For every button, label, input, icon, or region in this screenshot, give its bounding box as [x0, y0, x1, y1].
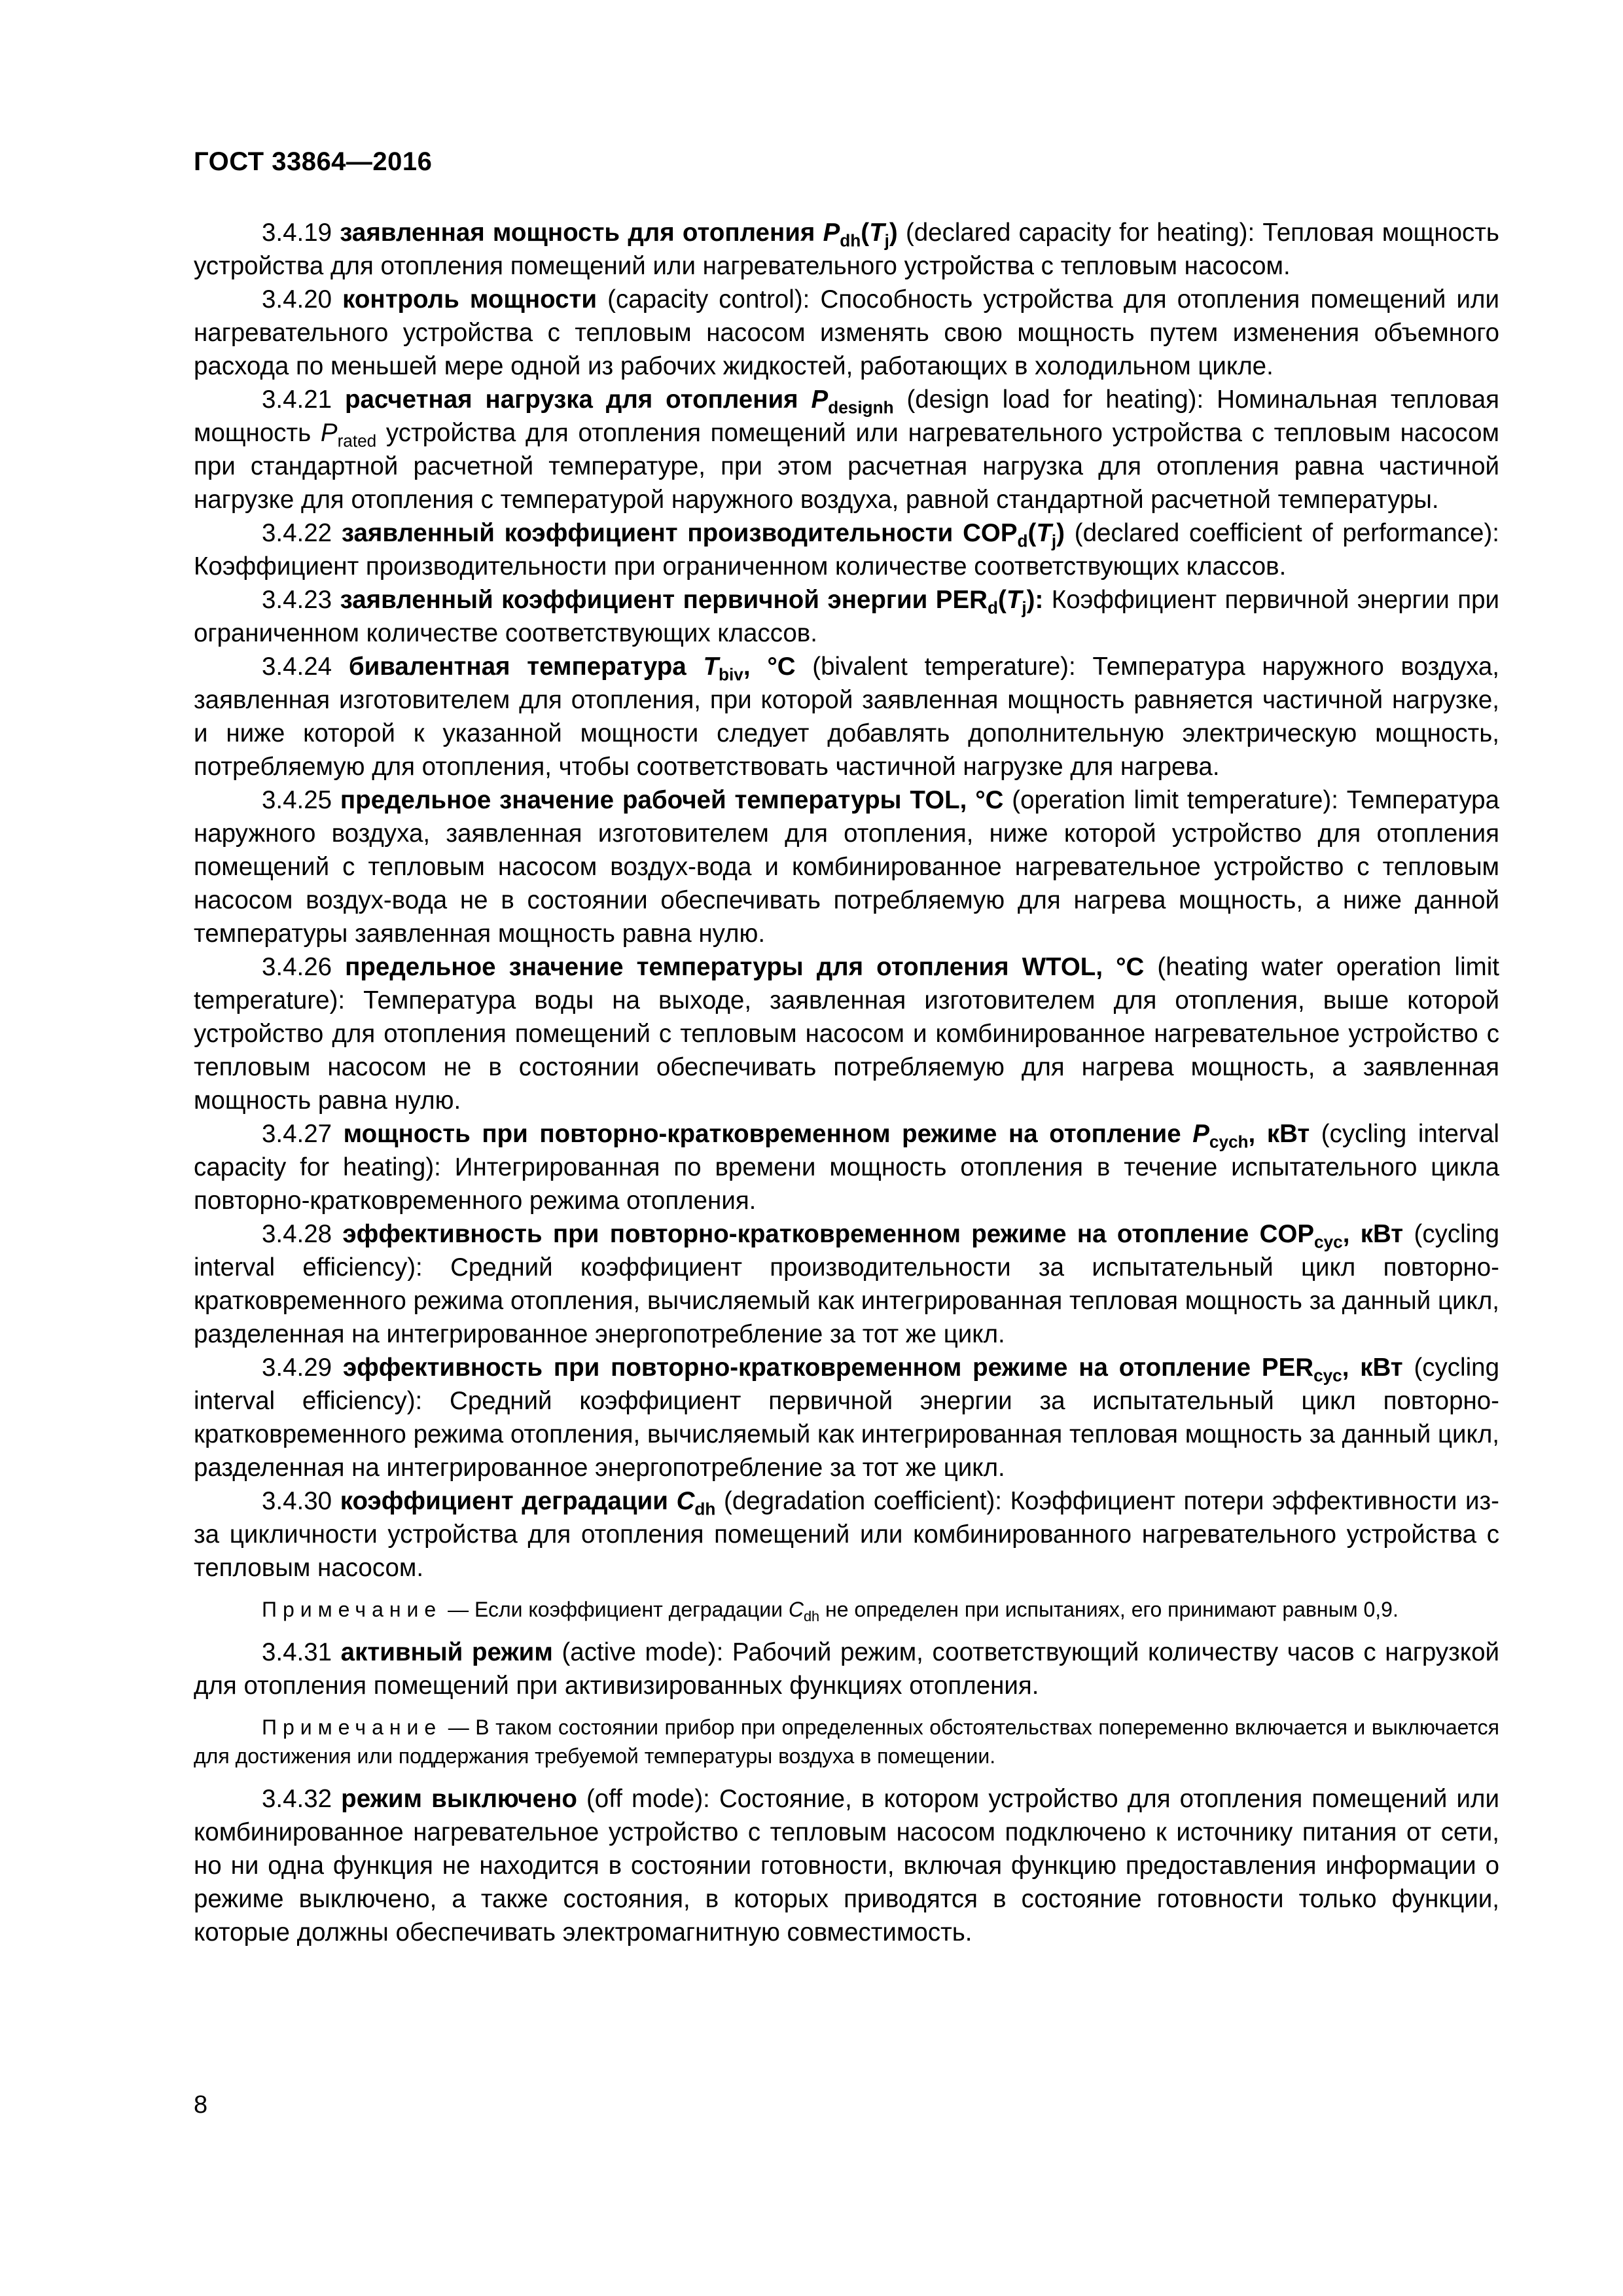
term-unit: , кВт	[1248, 1120, 1310, 1148]
clause-definition: (heating water operation limit temperature): Температура воды на выходе, заявленная изготовителем для отопления, выше которой устройство для отопления помещений с тепловым насосом и комбинированное нагревательное устройство с тепловым насосом не в состоянии обеспечивать потребляемую для нагрева мощность, а заявленная мощность равна нулю.	[194, 953, 1499, 1115]
clause-number: 3.4.23	[262, 586, 340, 614]
term-symbol: T	[703, 653, 719, 681]
clause-definition: (cycling interval capacity for heating): Интегрированная по времени мощность отопления в течение испытательного цикла повторно-кратковременного режима отопления.	[194, 1120, 1499, 1215]
clause-3-4-20	[194, 283, 1499, 383]
term-symbol: C	[676, 1487, 695, 1515]
clause-3-4-21	[194, 383, 1499, 516]
clause-3-4-31	[194, 1636, 1499, 1702]
clause-3-4-24	[194, 650, 1499, 783]
term-text: бивалентная температура	[348, 653, 704, 681]
note-label: Примечание	[262, 1715, 442, 1739]
term-arg-symbol: T	[869, 219, 885, 247]
clause-number: 3.4.24	[262, 653, 349, 681]
term-text: заявленная мощность для отопления	[340, 219, 823, 247]
document-body	[194, 216, 1499, 1949]
term-arg-subscript: j	[884, 230, 889, 251]
document-header: ГОСТ 33864—2016	[194, 147, 433, 176]
clause-definition-cont: устройства для отопления помещений или нагревательного устройства с тепловым насосом при стандартной расчетной температуре, при этом расчетная нагрузка для отопления равна частичной нагрузке для отопления с температурой наружного воздуха, равной стандартной расчетной температуры.	[194, 419, 1499, 514]
term-paren: )	[1056, 519, 1065, 547]
clause-3-4-25	[194, 783, 1499, 950]
term-paren: ):	[1026, 586, 1044, 614]
term-text: заявленный коэффициент первичной энергии PER	[340, 586, 988, 614]
inline-symbol: P	[320, 419, 338, 447]
term-text: расчетная нагрузка для отопления	[344, 386, 812, 414]
term-unit: , кВт	[1342, 1220, 1404, 1248]
term-arg-subscript: j	[1022, 598, 1027, 618]
note-subscript: dh	[803, 1607, 820, 1624]
clause-number: 3.4.29	[262, 1354, 343, 1382]
term-subscript: d	[1017, 531, 1028, 551]
term-unit: , кВт	[1342, 1354, 1403, 1382]
clause-3-4-19	[194, 216, 1499, 283]
note-symbol: C	[788, 1598, 804, 1621]
clause-term	[340, 586, 1044, 618]
term-subscript: cyc	[1313, 1365, 1342, 1386]
term-symbol: P	[811, 386, 829, 414]
term-paren: )	[889, 219, 898, 247]
note-text: — Если коэффициент деградации	[442, 1598, 789, 1621]
term-symbol: P	[823, 219, 840, 247]
clause-number: 3.4.20	[262, 285, 343, 314]
clause-3-4-22	[194, 516, 1499, 583]
term-unit: , °С	[743, 653, 796, 681]
term-arg-subscript: j	[1051, 531, 1057, 551]
term-subscript: dh	[694, 1499, 716, 1519]
clause-number: 3.4.31	[262, 1638, 341, 1666]
clause-3-4-30	[194, 1484, 1499, 1585]
term-arg-symbol: T	[1006, 586, 1022, 614]
term-symbol: P	[1192, 1120, 1209, 1148]
term-paren: (	[997, 586, 1007, 614]
clause-number: 3.4.22	[262, 519, 342, 547]
clause-term	[344, 386, 894, 418]
clause-definition: Коэффициент первичной энергии при ограниченном количестве соответствующих классов.	[194, 586, 1499, 647]
page-number: 8	[194, 2091, 208, 2119]
term-paren: (	[861, 219, 870, 247]
term-subscript: dh	[840, 230, 861, 251]
clause-3-4-26	[194, 950, 1499, 1117]
term-subscript: d	[987, 598, 998, 618]
clause-term: активный режим	[340, 1638, 553, 1666]
clause-definition: (off mode): Состояние, в котором устройство для отопления помещений или комбинированное нагревательное устройство с тепловым насосом подключено к источнику питания от сети, но ни одна функция не находится в состоянии готовности, включая функцию предоставления информации о режиме выключено, а также состояния, в которых приводятся в состояние готовности только функции, которые должны обеспечивать электромагнитную совместимость.	[194, 1785, 1499, 1946]
clause-term	[348, 653, 796, 685]
clause-term	[342, 1354, 1403, 1386]
clause-definition: (bivalent temperature): Температура наружного воздуха, заявленная изготовителем для отопления, при которой заявленная мощность равняется частичной нагрузке, и ниже которой к указанной мощности следует добавлять дополнительную электрическую мощность, потребляемую для отопления, чтобы соответствовать частичной нагрузке для нагрева.	[194, 653, 1499, 781]
note-active-mode	[194, 1713, 1499, 1770]
clause-definition: (operation limit temperature): Температура наружного воздуха, заявленная изготовителем для отопления, ниже которой устройство для отопления помещений с тепловым насосом воздух-вода и комбинированное нагревательное устройство с тепловым насосом воздух-вода не в состоянии обеспечивать потребляемую для нагрева мощность, а ниже данной температуры заявленная мощность равна нулю.	[194, 786, 1499, 948]
term-subscript: cych	[1209, 1132, 1249, 1152]
clause-term: контроль мощности	[342, 285, 597, 314]
term-subscript: biv	[719, 664, 743, 685]
note-text: — В таком состоянии прибор при определенных обстоятельствах попеременно включается и выключается для достижения или поддержания требуемой температуры воздуха в помещении.	[194, 1715, 1499, 1768]
clause-3-4-28	[194, 1217, 1499, 1351]
term-subscript: cyc	[1314, 1232, 1343, 1252]
clause-term: предельное значение рабочей температуры TOL, °С	[340, 786, 1004, 814]
clause-term	[343, 1120, 1310, 1152]
inline-subscript: rated	[337, 431, 377, 451]
clause-definition: (capacity control): Способность устройства для отопления помещений или нагревательного устройства с тепловым насосом изменять свою мощность путем изменения объемного расхода по меньшей мере одной из рабочих жидкостей, работающих в холодильном цикле.	[194, 285, 1499, 380]
clause-number: 3.4.19	[262, 219, 340, 247]
clause-term	[341, 519, 1065, 551]
term-text: эффективность при повторно-кратковременном режиме на отопление PER	[342, 1354, 1314, 1382]
clause-number: 3.4.32	[262, 1785, 342, 1813]
clause-3-4-27	[194, 1117, 1499, 1217]
term-text: коэффициент деградации	[340, 1487, 677, 1515]
clause-number: 3.4.26	[262, 953, 346, 981]
clause-term: режим выключено	[341, 1785, 577, 1813]
term-text: заявленный коэффициент производительности COP	[341, 519, 1018, 547]
clause-3-4-23	[194, 583, 1499, 650]
clause-number: 3.4.30	[262, 1487, 340, 1515]
clause-3-4-29	[194, 1351, 1499, 1484]
note-label: Примечание	[262, 1598, 442, 1621]
note-degradation	[194, 1595, 1499, 1624]
clause-number: 3.4.21	[262, 386, 345, 414]
term-text: мощность при повторно-кратковременном режиме на отопление	[343, 1120, 1193, 1148]
clause-term: предельное значение температуры для отопления WTOL, °С	[345, 953, 1145, 981]
clause-number: 3.4.28	[262, 1220, 343, 1248]
clause-definition: (declared capacity for heating): Тепловая мощность устройства для отопления помещений или нагревательного устройства с тепловым насосом.	[194, 219, 1499, 280]
clause-term	[340, 219, 898, 251]
term-paren: (	[1027, 519, 1037, 547]
clause-term	[342, 1220, 1404, 1252]
term-arg-symbol: T	[1036, 519, 1052, 547]
clause-term	[340, 1487, 716, 1519]
clause-definition: (declared coefficient of performance): Коэффициент производительности при ограниченном количестве соответствующих классов.	[194, 519, 1499, 581]
clause-definition: (cycling interval efficiency): Средний коэффициент первичной энергии за испытательный цикл повторно-кратковременного режима отопления, вычисляемый как интегрированная тепловая мощность за данный цикл, разделенная на интегрированное энергопотребление за тот же цикл.	[194, 1354, 1499, 1482]
note-text-cont: не определен при испытаниях, его принимают равным 0,9.	[819, 1598, 1399, 1621]
clause-definition: (active mode): Рабочий режим, соответствующий количеству часов с нагрузкой для отопления помещений при активизированных функциях отопления.	[194, 1638, 1500, 1700]
clause-3-4-32	[194, 1782, 1499, 1949]
term-text: эффективность при повторно-кратковременном режиме на отопление COP	[342, 1220, 1315, 1248]
clause-definition: (degradation coefficient): Коэффициент потери эффективности из-за цикличности устройства для отопления помещений или комбинированного нагревательного устройства с тепловым насосом.	[194, 1487, 1499, 1582]
clause-number: 3.4.27	[262, 1120, 344, 1148]
clause-number: 3.4.25	[262, 786, 340, 814]
clause-definition: (design load for heating): Номинальная тепловая мощность	[194, 386, 1499, 447]
term-subscript: designh	[828, 397, 894, 418]
clause-definition: (cycling interval efficiency): Средний коэффициент производительности за испытательный цикл повторно-кратковременного режима отопления, вычисляемый как интегрированная тепловая мощность за данный цикл, разделенная на интегрированное энергопотребление за тот же цикл.	[194, 1220, 1499, 1348]
